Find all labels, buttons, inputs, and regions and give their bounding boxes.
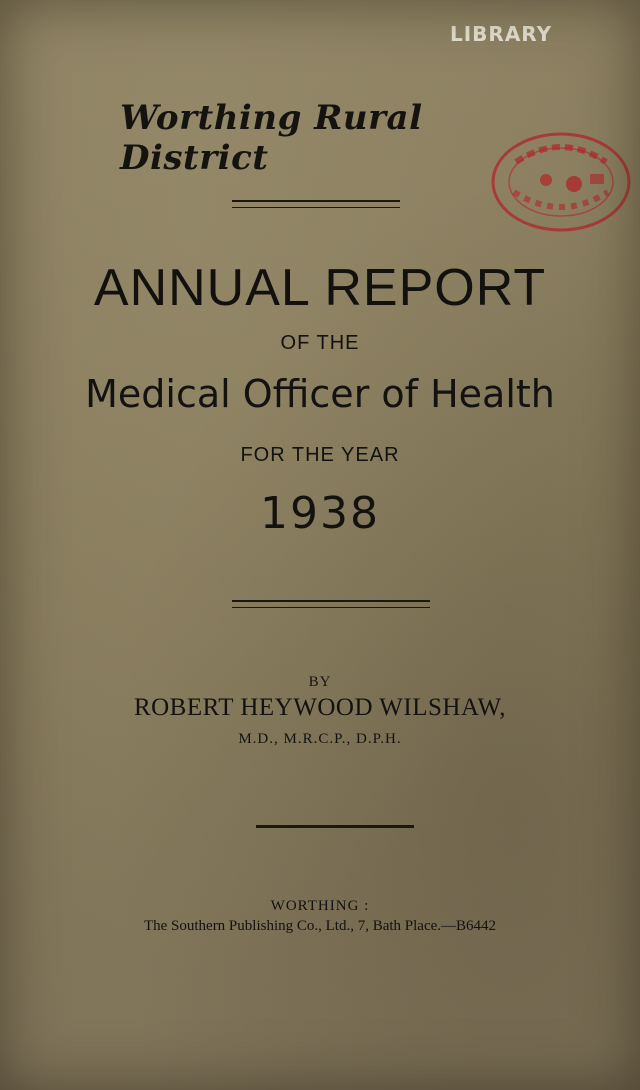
author-name: ROBERT HEYWOOD WILSHAW, <box>133 694 507 721</box>
library-seal-stamp <box>486 122 636 252</box>
title-connector: OF THE <box>280 332 360 354</box>
report-title: ANNUAL REPORT <box>93 259 547 317</box>
year-caption: FOR THE YEAR <box>240 444 400 466</box>
author-qualifications: M.D., M.R.C.P., D.P.H. <box>238 731 402 747</box>
report-subject: Medical Officer of Health <box>85 372 555 416</box>
author-by: BY <box>308 674 332 690</box>
district-title: Worthing Rural District <box>120 98 423 178</box>
library-stamp: LIBRARY <box>450 22 553 46</box>
divider-rule-top <box>232 200 400 208</box>
imprint-place: WORTHING : <box>270 898 370 914</box>
divider-rule-bottom <box>256 825 414 830</box>
divider-rule-middle <box>232 600 430 608</box>
imprint-publisher: The Southern Publishing Co., Ltd., 7, Bath Place.—B6442 <box>143 918 497 934</box>
report-year: 1938 <box>260 488 380 539</box>
